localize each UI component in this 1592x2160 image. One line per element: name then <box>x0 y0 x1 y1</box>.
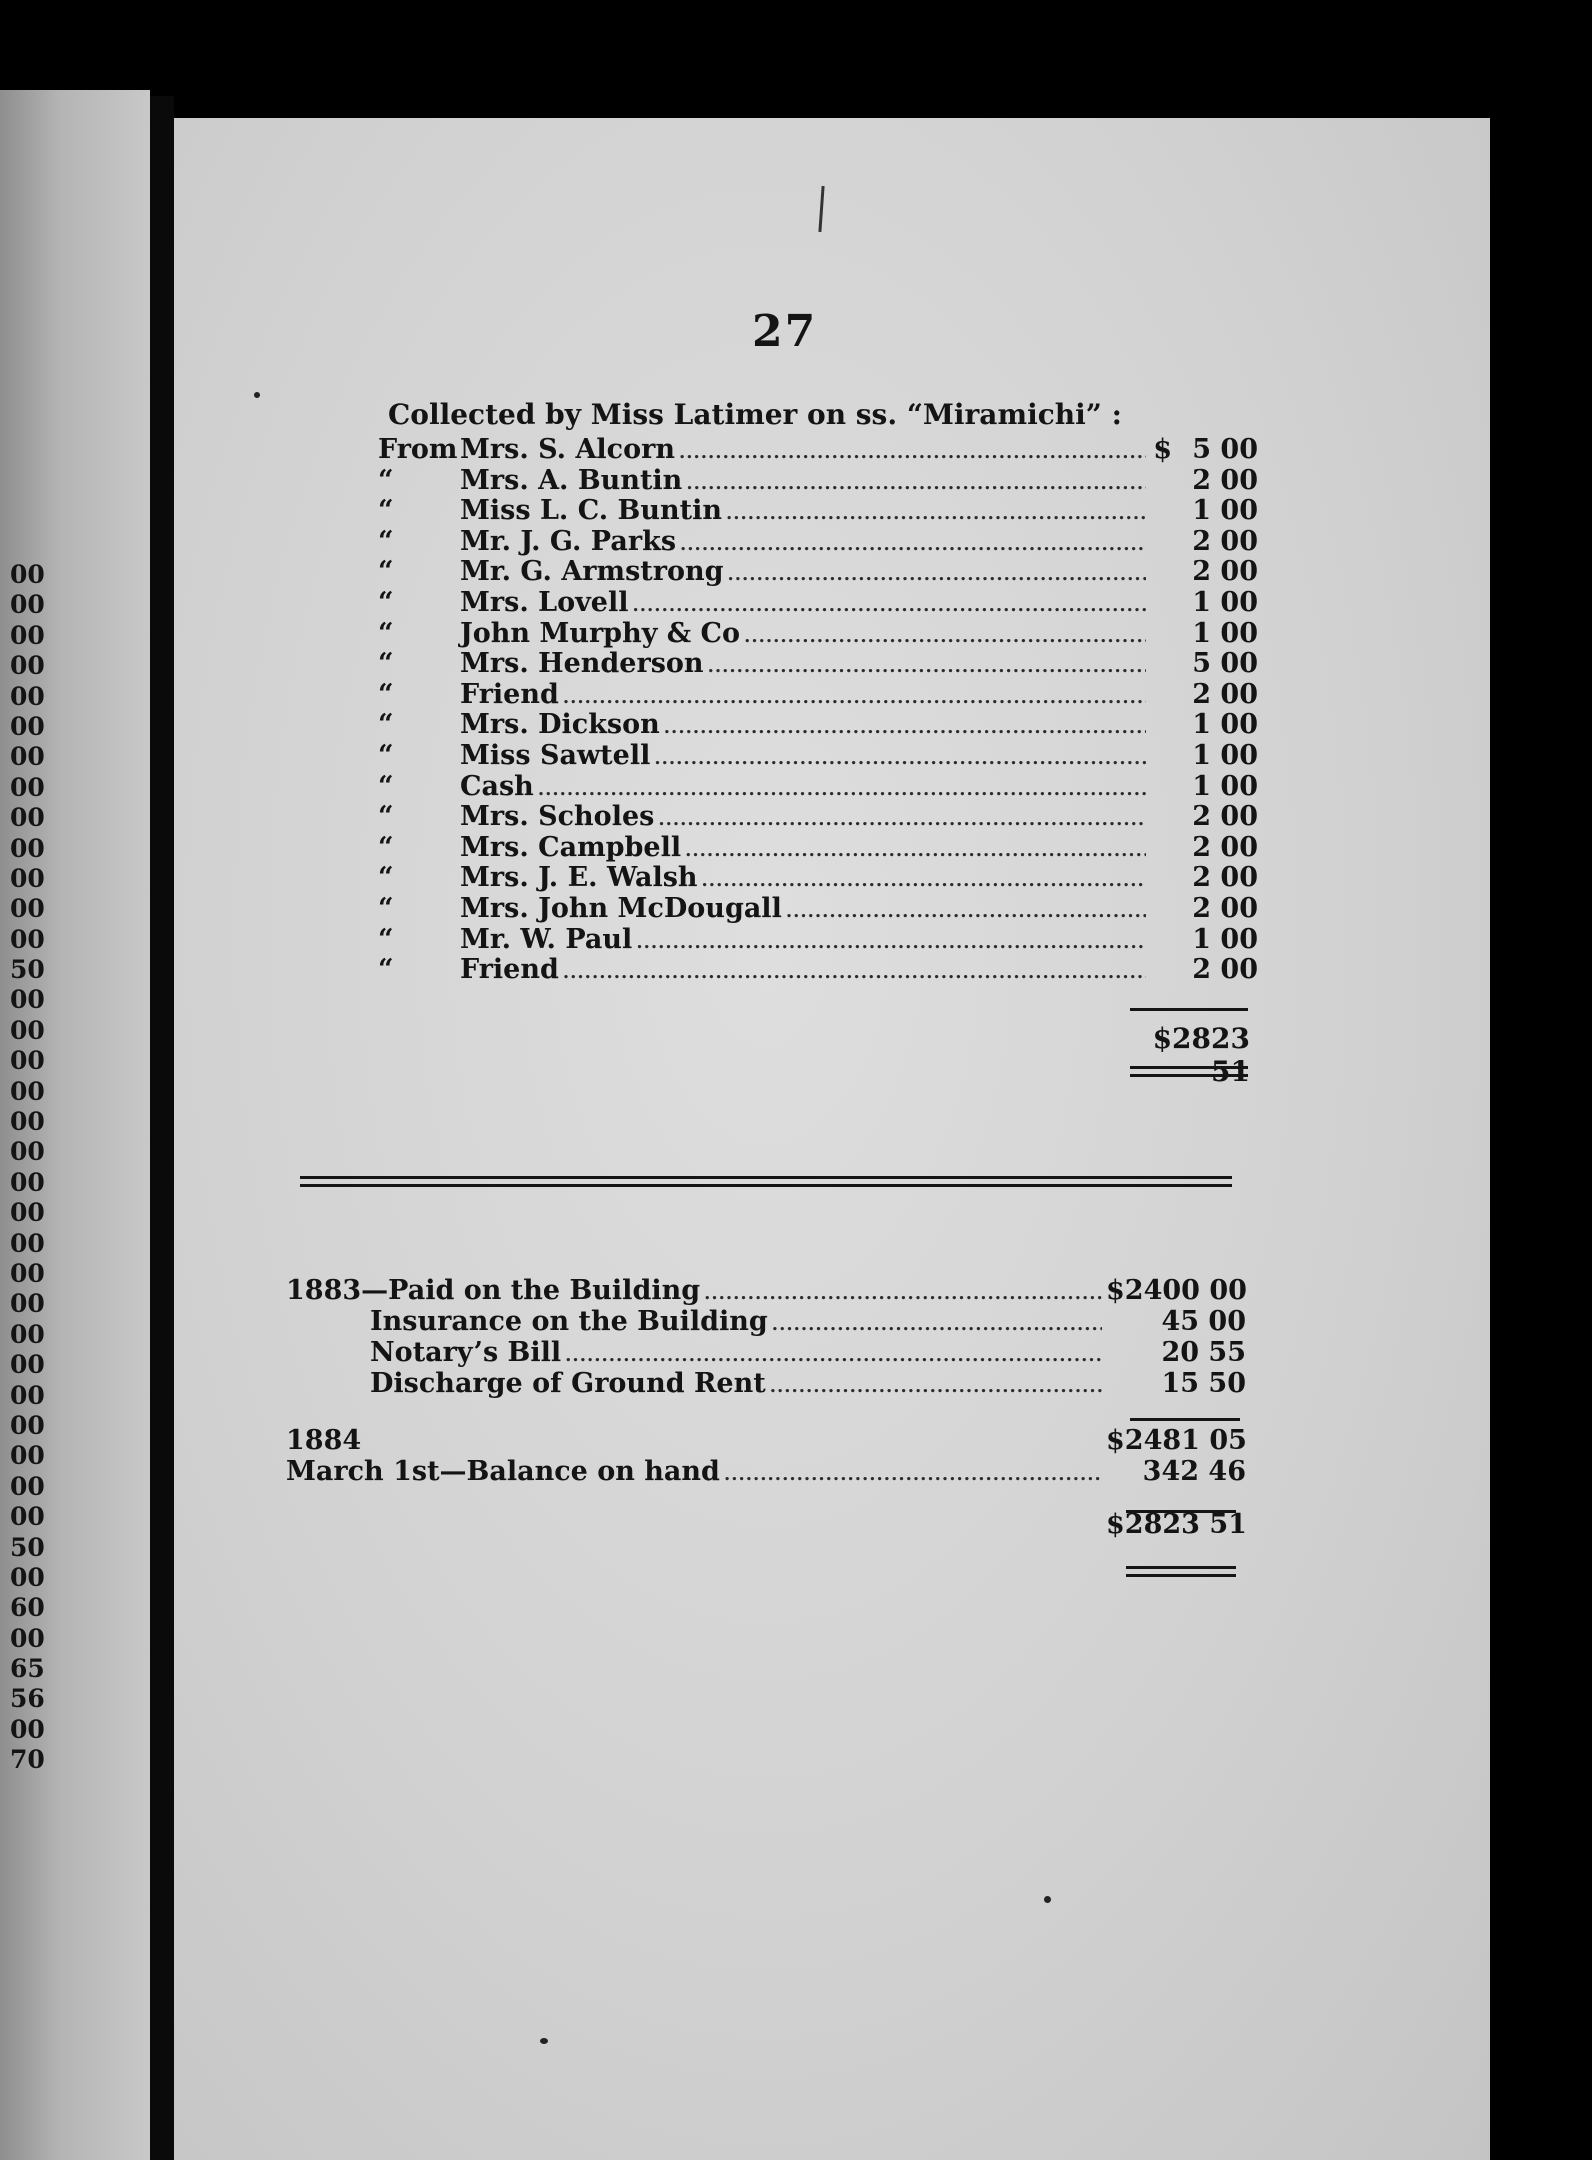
account-amount: 20 55 <box>1161 1337 1246 1368</box>
donor-row <box>378 679 1258 710</box>
facing-page-amount: 00 <box>10 1046 45 1076</box>
leader-dots <box>654 748 1146 769</box>
facing-page-amount: 00 <box>10 1623 45 1653</box>
page-number: 27 <box>752 306 818 357</box>
donation-amount: 2 00 <box>1192 862 1258 894</box>
facing-page-amount: 00 <box>10 1137 45 1167</box>
account-label: Insurance on the Building <box>370 1306 768 1337</box>
leader-dots <box>724 1464 1102 1485</box>
section-separator <box>300 1184 1232 1187</box>
donor-list <box>378 434 1258 985</box>
leader-dots <box>636 932 1146 953</box>
donor-name: Mrs. A. Buntin <box>460 464 683 496</box>
section-separator <box>300 1176 1232 1179</box>
facing-page-amount: 00 <box>10 1107 45 1137</box>
donor-prefix: “ <box>378 801 394 833</box>
donor-row <box>378 495 1258 526</box>
facing-page-amount: 70 <box>10 1745 45 1775</box>
donor-prefix: “ <box>378 709 394 741</box>
donor-row <box>378 648 1258 679</box>
facing-page-amount: 00 <box>10 1350 45 1380</box>
leader-dots <box>704 1283 1102 1304</box>
account-label: 1884 <box>286 1425 362 1456</box>
donor-name: Mr. G. Armstrong <box>460 556 724 588</box>
donation-amount: 1 00 <box>1192 709 1258 741</box>
donation-amount: 2 00 <box>1192 831 1258 863</box>
facing-page-amount: 00 <box>10 985 45 1015</box>
donor-prefix: “ <box>378 923 394 955</box>
leader-dots <box>664 717 1146 738</box>
facing-page-amount: 50 <box>10 955 45 985</box>
total-rule <box>1126 1510 1236 1513</box>
collection-total: $2823 51 <box>1152 1022 1250 1088</box>
leader-dots <box>658 809 1146 830</box>
donor-name: Mrs. Campbell <box>460 831 682 863</box>
donor-prefix: “ <box>378 831 394 863</box>
account-label: March 1st—Balance on hand <box>286 1456 720 1487</box>
donor-name: Friend <box>460 954 559 986</box>
account-row <box>286 1368 1246 1399</box>
facing-page-amount: 65 <box>10 1654 45 1684</box>
facing-page-amount: 00 <box>10 833 45 863</box>
account-amount: $2400 00 <box>1106 1275 1247 1306</box>
account-amount: 15 50 <box>1161 1368 1246 1399</box>
leader-dots <box>744 626 1146 647</box>
leader-dots <box>565 1345 1102 1366</box>
leader-dots <box>563 962 1146 983</box>
donor-row <box>378 526 1258 557</box>
facing-page-amount: 00 <box>10 1380 45 1410</box>
donor-prefix: “ <box>378 739 394 771</box>
facing-page-amount: 00 <box>10 620 45 650</box>
account-amount: $2823 51 <box>1106 1509 1247 1540</box>
donor-prefix: “ <box>378 892 394 924</box>
donor-name: Mrs. J. E. Walsh <box>460 862 698 894</box>
account-row <box>286 1337 1246 1368</box>
account-statement <box>286 1275 1246 1540</box>
donor-prefix: From <box>378 434 458 465</box>
facing-page-amount: 00 <box>10 1258 45 1288</box>
donor-prefix: “ <box>378 770 394 802</box>
donor-row <box>378 924 1258 955</box>
facing-page-amount: 00 <box>10 1198 45 1228</box>
account-label: 1883—Paid on the Building <box>286 1275 701 1306</box>
donor-prefix: “ <box>378 586 394 618</box>
facing-page-amount: 00 <box>10 1228 45 1258</box>
facing-page-amount: 00 <box>10 894 45 924</box>
donation-amount: 2 00 <box>1192 954 1258 986</box>
account-label: Notary’s Bill <box>370 1337 562 1368</box>
ink-speck <box>1044 1896 1051 1903</box>
leader-dots <box>726 503 1146 524</box>
account-row <box>286 1275 1246 1306</box>
donation-amount: 2 00 <box>1192 464 1258 496</box>
subtotal-rule <box>1130 1418 1240 1421</box>
account-label: Discharge of Ground Rent <box>370 1368 766 1399</box>
donor-prefix: “ <box>378 617 394 649</box>
subtotal-rule <box>1130 1008 1248 1011</box>
donor-row <box>378 618 1258 649</box>
facing-page-amount: 00 <box>10 742 45 772</box>
account-amount: $2481 05 <box>1106 1425 1247 1456</box>
currency-sign: $ <box>1153 434 1172 465</box>
donor-prefix: “ <box>378 648 394 680</box>
account-amount: 45 00 <box>1161 1306 1246 1337</box>
donation-amount: 1 00 <box>1192 617 1258 649</box>
account-row <box>286 1456 1246 1487</box>
donation-amount: 1 00 <box>1192 923 1258 955</box>
donor-row <box>378 832 1258 863</box>
donor-name: Miss Sawtell <box>460 739 651 771</box>
ink-speck <box>254 392 260 398</box>
account-row <box>286 1306 1246 1337</box>
collection-heading: Collected by Miss Latimer on ss. “Miramichi” : <box>388 398 1122 431</box>
donor-name: Mrs. Scholes <box>460 801 655 833</box>
donation-amount: 2 00 <box>1192 892 1258 924</box>
facing-page-amounts <box>10 560 70 1776</box>
donor-row <box>378 954 1258 985</box>
donation-amount: 1 00 <box>1192 739 1258 771</box>
facing-page-amount: 00 <box>10 711 45 741</box>
donor-row <box>378 434 1258 465</box>
leader-dots <box>633 595 1147 616</box>
facing-page-amount: 00 <box>10 1167 45 1197</box>
donor-prefix: “ <box>378 954 394 986</box>
donor-row <box>378 556 1258 587</box>
facing-page-amount: 00 <box>10 1076 45 1106</box>
donor-name: Friend <box>460 678 559 710</box>
facing-page-amount: 60 <box>10 1593 45 1623</box>
leader-dots <box>772 1314 1102 1335</box>
leader-dots <box>770 1376 1102 1397</box>
donation-amount: 5 00 <box>1192 648 1258 680</box>
book-gutter <box>150 96 174 2160</box>
donor-name: Mrs. John McDougall <box>460 892 782 924</box>
donor-row <box>378 465 1258 496</box>
facing-page-amount: 56 <box>10 1684 45 1714</box>
facing-page-amount: 00 <box>10 924 45 954</box>
donation-amount: 1 00 <box>1192 770 1258 802</box>
donation-amount: 2 00 <box>1192 678 1258 710</box>
facing-page-amount: 50 <box>10 1532 45 1562</box>
donor-name: Cash <box>460 770 534 802</box>
account-row <box>286 1509 1246 1540</box>
facing-page-amount: 00 <box>10 1714 45 1744</box>
donor-name: Mrs. S. Alcorn <box>460 434 675 465</box>
donor-prefix: “ <box>378 464 394 496</box>
total-double-rule <box>1126 1574 1236 1577</box>
facing-page-amount: 00 <box>10 772 45 802</box>
donor-row <box>378 893 1258 924</box>
donor-row <box>378 801 1258 832</box>
donor-row <box>378 709 1258 740</box>
donor-name: Mrs. Henderson <box>460 648 704 680</box>
facing-page-amount: 00 <box>10 863 45 893</box>
donor-name: Mrs. Dickson <box>460 709 660 741</box>
leader-dots <box>686 473 1146 494</box>
facing-page-amount: 00 <box>10 1319 45 1349</box>
account-row <box>286 1425 1246 1456</box>
facing-page-amount: 00 <box>10 1471 45 1501</box>
facing-page-amount: 00 <box>10 1502 45 1532</box>
leader-dots <box>679 442 1146 463</box>
scan-border <box>1490 118 1592 2160</box>
facing-page-amount: 00 <box>10 1441 45 1471</box>
leader-dots <box>702 870 1146 891</box>
donation-amount: 2 00 <box>1192 525 1258 557</box>
donor-name: Mrs. Lovell <box>460 586 629 618</box>
facing-page-amount: 00 <box>10 1289 45 1319</box>
leader-dots <box>728 564 1147 585</box>
leader-dots <box>538 779 1146 800</box>
donor-name: Mr. W. Paul <box>460 923 633 955</box>
donor-prefix: “ <box>378 862 394 894</box>
total-double-rule <box>1126 1566 1236 1569</box>
donor-row <box>378 587 1258 618</box>
total-double-rule <box>1130 1074 1248 1077</box>
donor-row <box>378 740 1258 771</box>
facing-page-amount: 00 <box>10 651 45 681</box>
facing-page-amount: 00 <box>10 681 45 711</box>
leader-dots <box>786 901 1146 922</box>
donor-row <box>378 771 1258 802</box>
donor-prefix: “ <box>378 495 394 527</box>
facing-page-amount: 00 <box>10 1015 45 1045</box>
facing-page-amount: 00 <box>10 803 45 833</box>
facing-page-amount: 00 <box>10 1410 45 1440</box>
donor-name: Miss L. C. Buntin <box>460 495 722 527</box>
facing-page-amount: 00 <box>10 1562 45 1592</box>
donation-amount: 2 00 <box>1192 801 1258 833</box>
ink-speck <box>540 2038 548 2044</box>
donation-amount: 2 00 <box>1192 556 1258 588</box>
donor-prefix: “ <box>378 678 394 710</box>
donor-prefix: “ <box>378 556 394 588</box>
leader-dots <box>685 840 1146 861</box>
leader-dots <box>680 534 1146 555</box>
donation-amount: 1 00 <box>1192 495 1258 527</box>
donor-prefix: “ <box>378 525 394 557</box>
account-amount: 342 46 <box>1142 1456 1246 1487</box>
donor-name: Mr. J. G. Parks <box>460 525 677 557</box>
leader-dots <box>708 656 1146 677</box>
donor-row <box>378 862 1258 893</box>
donation-amount: 1 00 <box>1192 586 1258 618</box>
total-double-rule <box>1130 1066 1248 1069</box>
leader-dots <box>563 687 1146 708</box>
donor-name: John Murphy & Co <box>460 617 741 649</box>
donation-amount: 5 00 <box>1192 434 1258 465</box>
facing-page-amount: 00 <box>10 560 45 589</box>
facing-page-amount: 00 <box>10 590 45 620</box>
